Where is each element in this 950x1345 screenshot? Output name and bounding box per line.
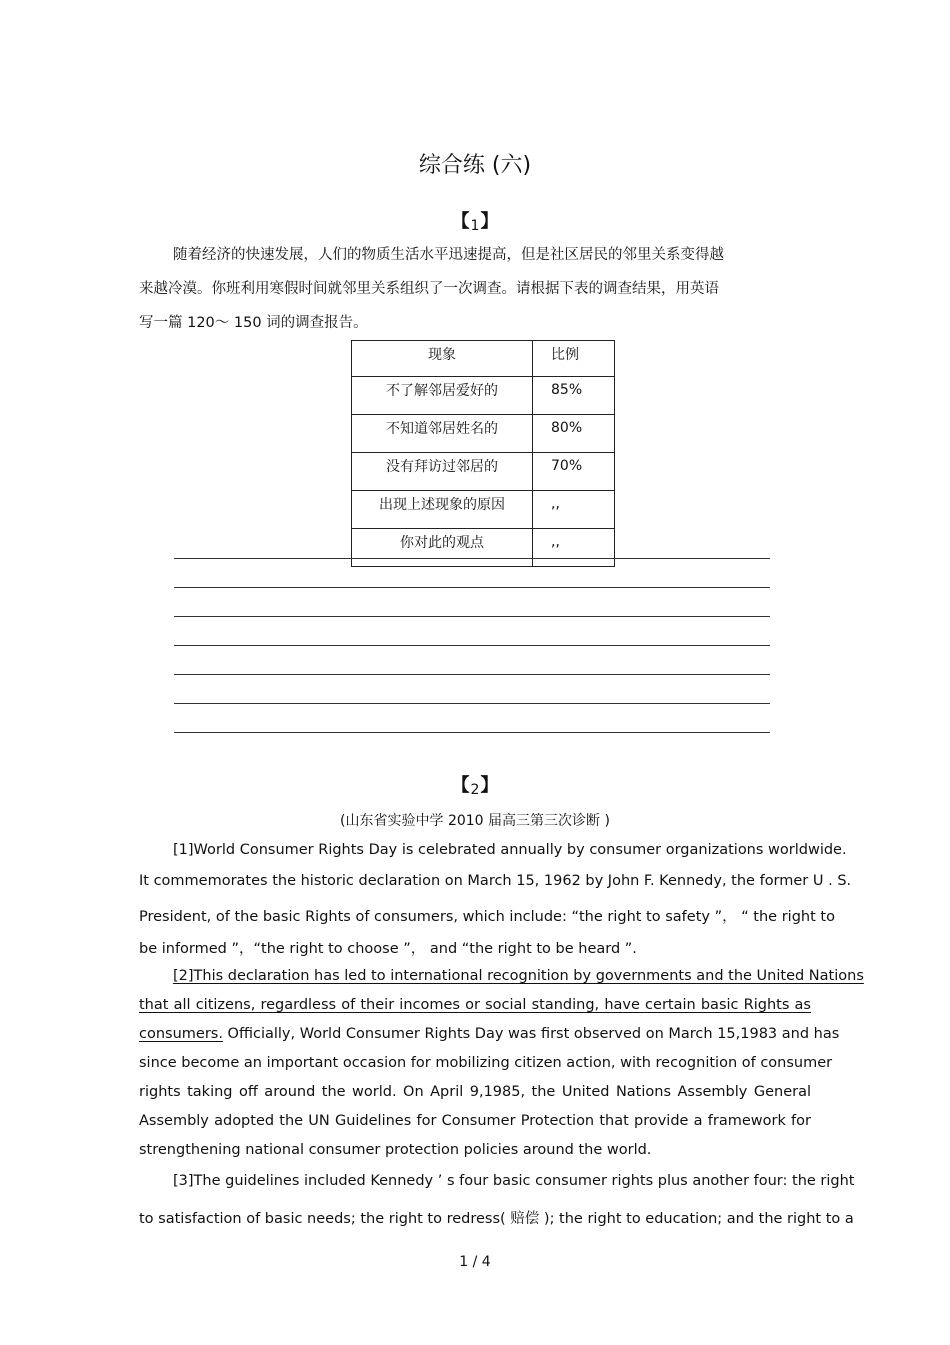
section-bracket-close: 】 [480,211,499,232]
paragraph-text: Officially, World Consumer Rights Day was first observed on March 15,1983 and has [222,1026,840,1042]
paragraph-line: [3]The guidelines included Kennedy ’ s four basic consumer rights plus another four: the right [173,1173,855,1189]
table-cell: 不知道邻居姓名的 [352,415,533,453]
table-cell: ,, [533,491,615,529]
page-title: 综合练 (六) [418,153,532,178]
underlined-word: consumers. [139,1026,223,1042]
paragraph-line: President, of the basic Rights of consumers, which include: “the right to safety ”， “ the right to [139,909,835,925]
instruction-line: 随着经济的快速发展，人们的物质生活水平迅速提高，但是社区居民的邻里关系变得越 [173,247,724,263]
table-header-row [352,341,615,377]
instruction-line: 来越冷漠。你班利用寒假时间就邻里关系组织了一次调查。请根据下表的调查结果，用英语 [139,281,719,297]
paragraph-line: [1]World Consumer Rights Day is celebrated annually by consumer organizations worldwide. [173,842,847,858]
paragraph-line: It commemorates the historic declaration on March 15, 1962 by John F. Kennedy, the former U . S. [139,873,852,889]
paragraph-line: be informed ”，“the right to choose ”， and “the right to be heard ”. [139,941,637,957]
section-bracket-open: 【 [451,775,470,796]
section-number: 2 [470,782,480,798]
table-cell: 你对此的观点 [352,529,533,567]
instruction-line: 写一篇 120～ 150 词的调查报告。 [139,315,368,331]
answer-line[interactable] [174,703,770,704]
section-bracket-close: 】 [480,775,499,796]
paragraph-line: since become an important occasion for mobilizing citizen action, with recognition of consumer [139,1055,833,1071]
answer-line[interactable] [174,645,770,646]
paragraph-line: strengthening national consumer protection policies around the world. [139,1142,652,1158]
answer-line[interactable] [174,587,770,588]
paragraph-line: Assembly adopted the UN Guidelines for Consumer Protection that provide a framework for [139,1113,811,1129]
paragraph-line: to satisfaction of basic needs; the right to redress( 赔偿 ); the right to education; and the right to a [139,1211,854,1227]
table-cell: 70% [533,453,615,491]
answer-line[interactable] [174,732,770,733]
table-cell: ,, [533,529,615,567]
table-row [352,529,615,567]
page-number: 1 / 4 [459,1254,491,1270]
section-number: 1 [470,218,480,234]
answer-line[interactable] [174,674,770,675]
table-row [352,453,615,491]
answer-line[interactable] [174,616,770,617]
underlined-sentence: that all citizens, regardless of their incomes or social standing, have certain basic Rights as [139,997,811,1013]
section-2-heading [0,771,950,797]
section-1-heading [0,207,950,233]
table-cell: 85% [533,377,615,415]
table-header-cell: 现象 [352,341,533,377]
passage-source: (山东省实验中学 2010 届高三第三次诊断 ) [340,813,610,829]
table-cell: 出现上述现象的原因 [352,491,533,529]
table-cell: 不了解邻居爱好的 [352,377,533,415]
table-row [352,491,615,529]
survey-table [351,340,615,567]
section-bracket-open: 【 [451,211,470,232]
table-row [352,415,615,453]
paragraph-line [139,1026,839,1042]
table-cell: 没有拜访过邻居的 [352,453,533,491]
table-row [352,377,615,415]
underlined-sentence: [2]This declaration has led to international recognition by governments and the United Nations [173,968,864,984]
table-header-cell: 比例 [533,341,615,377]
paragraph-line: rights taking off around the world. On April 9,1985, the United Nations Assembly General [139,1084,811,1100]
table-cell: 80% [533,415,615,453]
answer-line[interactable] [174,558,770,559]
